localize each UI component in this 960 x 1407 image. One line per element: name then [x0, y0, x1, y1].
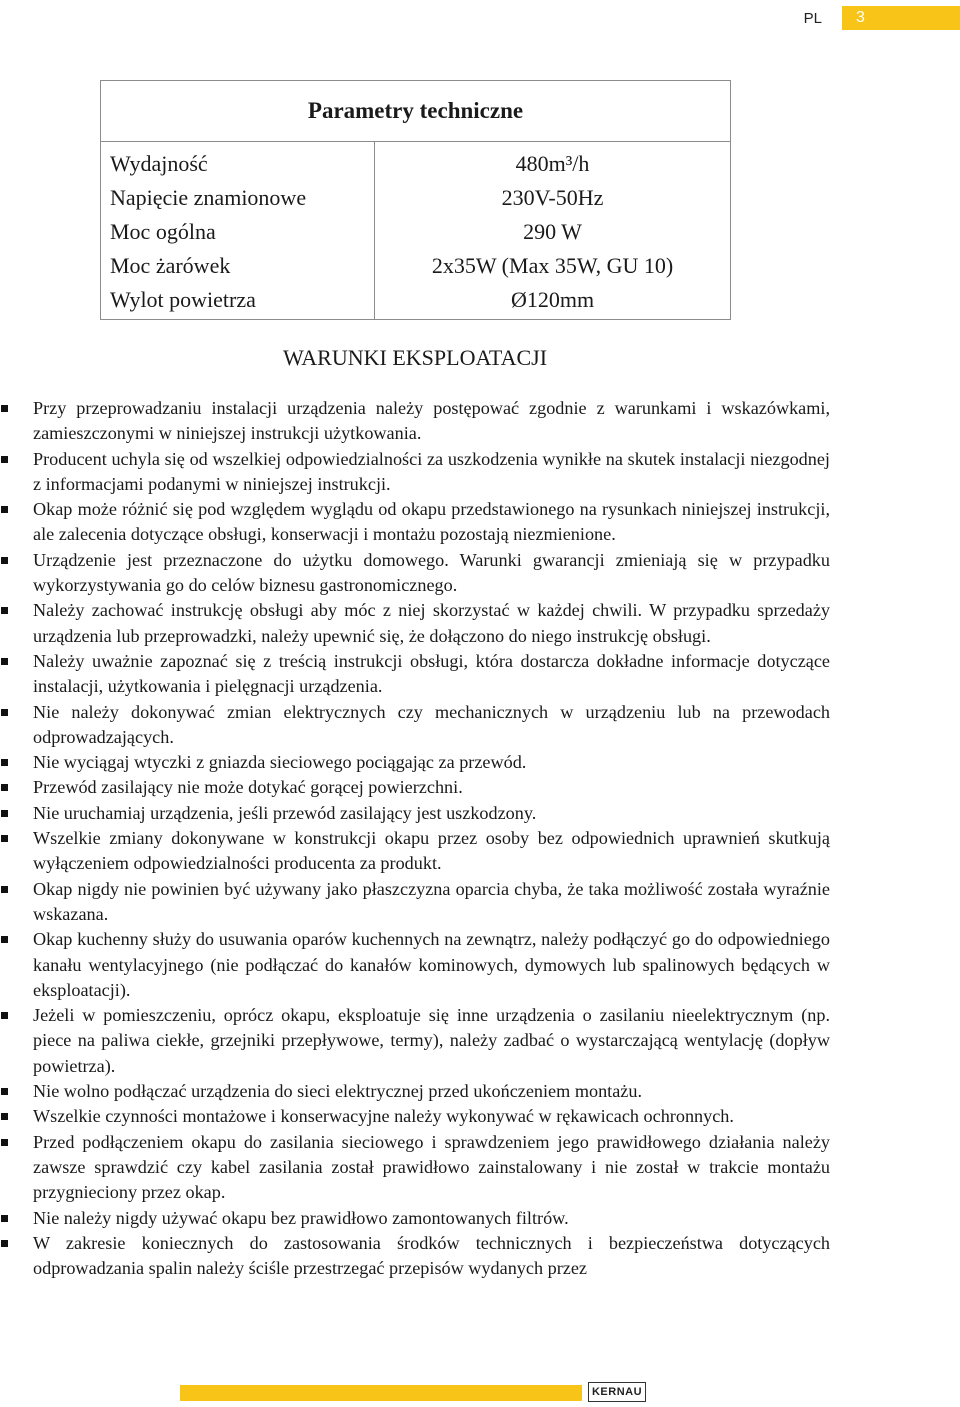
square-bullet-icon — [1, 658, 8, 665]
table-row — [101, 181, 731, 215]
list-item — [0, 826, 830, 877]
section-title: WARUNKI EKSPLOATACJI — [282, 345, 548, 370]
param-name: Moc żarówek — [101, 249, 375, 283]
param-name: Wylot powietrza — [101, 283, 375, 320]
list-item — [0, 1079, 830, 1104]
square-bullet-icon — [1, 1139, 8, 1146]
table-row — [101, 215, 731, 249]
square-bullet-icon — [1, 759, 8, 766]
list-item — [0, 1231, 830, 1282]
brand-logo: KERNAU — [588, 1382, 646, 1402]
list-item — [0, 750, 830, 775]
square-bullet-icon — [1, 1113, 8, 1120]
list-item-text: Nie wyciągaj wtyczki z gniazda sieciowego pociągając za przewód. — [33, 752, 527, 773]
list-item — [0, 396, 830, 447]
square-bullet-icon — [1, 557, 8, 564]
param-value: 230V-50Hz — [375, 181, 731, 215]
list-item — [0, 1003, 830, 1079]
param-name: Napięcie znamionowe — [101, 181, 375, 215]
operating-conditions-list — [0, 396, 830, 1281]
list-item-text: Wszelkie czynności montażowe i konserwacyjne należy wykonywać w rękawicach ochronnych. — [33, 1106, 734, 1127]
param-name: Moc ogólna — [101, 215, 375, 249]
list-item — [0, 548, 830, 599]
technical-parameters-table — [100, 80, 731, 320]
page-number: 3 — [842, 6, 960, 30]
square-bullet-icon — [1, 936, 8, 943]
list-item-text: Nie należy nigdy używać okapu bez prawidłowo zamontowanych filtrów. — [33, 1207, 569, 1228]
footer-accent-bar — [180, 1385, 582, 1401]
list-item — [0, 927, 830, 1003]
list-item-text: Nie wolno podłączać urządzenia do sieci elektrycznej przed ukończeniem montażu. — [33, 1081, 642, 1102]
list-item-text: W zakresie koniecznych do zastosowania środków technicznych i bezpieczeństwa dotyczących odprowadzania spalin należy ściśle przestrzegać przepisów wydanych przez — [33, 1232, 830, 1279]
square-bullet-icon — [1, 835, 8, 842]
list-item-text: Przy przeprowadzaniu instalacji urządzenia należy postępować zgodnie z warunkami i wskazówkami, zamieszczonymi w niniejszej instrukcji użytkowania. — [33, 398, 830, 444]
table-title: Parametry techniczne — [101, 81, 731, 142]
list-item — [0, 447, 830, 498]
list-item — [0, 801, 830, 826]
square-bullet-icon — [1, 709, 8, 716]
param-value: 290 W — [375, 215, 731, 249]
list-item-text: Należy zachować instrukcję obsługi aby móc z niej skorzystać w każdej chwili. W przypadku sprzedaży urządzenia lub przeprowadzki, należy upewnić się, że dołączono do niego instrukcję obsługi. — [33, 600, 830, 646]
square-bullet-icon — [1, 405, 8, 412]
param-value: Ø120mm — [375, 283, 731, 320]
list-item — [0, 1206, 830, 1231]
param-value: 480m³/h — [375, 142, 731, 182]
list-item-text: Okap może różnić się pod względem wyglądu od okapu przedstawionego na rysunkach niniejszej instrukcji, ale zalecenia dotyczące obsługi, konserwacji i montażu pozostają niezmienione. — [33, 499, 830, 545]
list-item — [0, 775, 830, 800]
square-bullet-icon — [1, 810, 8, 817]
list-item-text: Wszelkie zmiany dokonywane w konstrukcji okapu przez osoby bez odpowiednich uprawnień skutkują wyłączeniem odpowiedzialności producenta za produkt. — [33, 828, 830, 874]
list-item-text: Producent uchyla się od wszelkiej odpowiedzialności za uszkodzenia wynikłe na skutek instalacji niezgodnej z informacjami podanymi w niniejszej instrukcji. — [33, 448, 830, 494]
list-item — [0, 1104, 830, 1129]
list-item — [0, 700, 830, 751]
square-bullet-icon — [1, 1215, 8, 1222]
list-item-text: Okap kuchenny służy do usuwania oparów kuchennych na zewnątrz, należy podłączyć go do odpowiedniego kanału wentylacyjnego (nie podłączać do kanałów kominowych, dymowych lub spalinowych będących w eksploatacji). — [33, 929, 830, 1000]
page-header — [804, 6, 960, 30]
square-bullet-icon — [1, 784, 8, 791]
language-label: PL — [803, 9, 822, 27]
list-item — [0, 497, 830, 548]
table-row — [101, 249, 731, 283]
table-row — [101, 142, 731, 182]
square-bullet-icon — [1, 1240, 8, 1247]
list-item-text: Nie uruchamiaj urządzenia, jeśli przewód zasilający jest uszkodzony. — [33, 802, 537, 823]
list-item-text: Jeżeli w pomieszczeniu, oprócz okapu, eksploatuje się inne urządzenia o zasilaniu nieelektrycznym (np. piece na paliwa ciekłe, grzejniki przepływowe, termy), należy zadbać o wystarczającą wentylację (dopływ powietrza). — [33, 1005, 830, 1076]
square-bullet-icon — [1, 1088, 8, 1095]
param-value: 2x35W (Max 35W, GU 10) — [375, 249, 731, 283]
square-bullet-icon — [1, 1012, 8, 1019]
table-row — [101, 283, 731, 320]
list-item-text: Należy uważnie zapoznać się z treścią instrukcji obsługi, która dostarcza dokładne informacje dotyczące instalacji, użytkowania i pielęgnacji urządzenia. — [33, 650, 830, 697]
square-bullet-icon — [1, 506, 8, 513]
list-item-text: Okap nigdy nie powinien być używany jako płaszczyzna oparcia chyba, że taka możliwość została wyraźnie wskazana. — [33, 878, 830, 924]
list-item-text: Nie należy dokonywać zmian elektrycznych czy mechanicznych w urządzeniu lub na przewodach odprowadzających. — [33, 701, 830, 747]
square-bullet-icon — [1, 886, 8, 893]
list-item-text: Przewód zasilający nie może dotykać gorącej powierzchni. — [33, 777, 463, 798]
table-title-row — [101, 81, 731, 142]
list-item-text: Urządzenie jest przeznaczone do użytku domowego. Warunki gwarancji zmieniają się w przypadku wykorzystywania go do celów biznesu gastronomicznego. — [33, 549, 830, 596]
list-item-text: Przed podłączeniem okapu do zasilania sieciowego i sprawdzeniem jego prawidłowego działania należy zawsze sprawdzić czy kabel zasilania został prawidłowo zainstalowany i nie został w trakcie montażu przygnieciony przez okap. — [33, 1131, 830, 1203]
list-item — [0, 1130, 830, 1206]
list-item — [0, 649, 830, 700]
square-bullet-icon — [1, 456, 8, 463]
list-item — [0, 877, 830, 928]
square-bullet-icon — [1, 607, 8, 614]
param-name: Wydajność — [101, 142, 375, 182]
list-item — [0, 598, 830, 649]
